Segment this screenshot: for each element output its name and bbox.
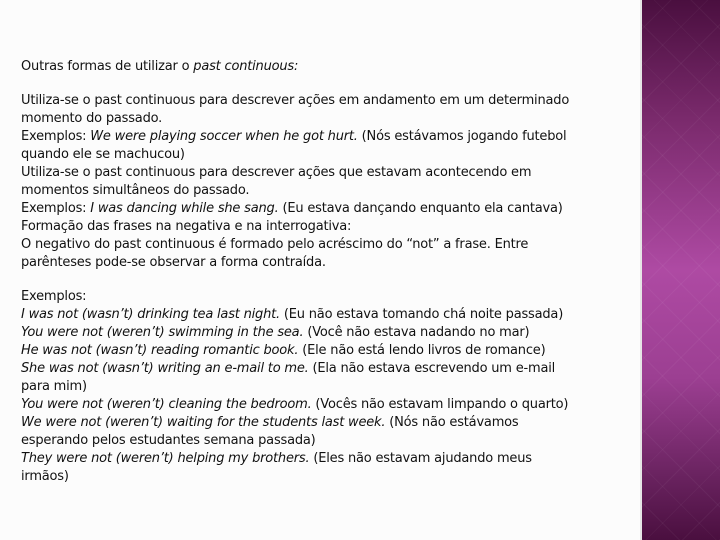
text-segment: (Eu não estava tomando chá noite passada) <box>279 307 564 322</box>
text-line <box>21 414 636 432</box>
explanation-block <box>21 92 636 272</box>
text-line <box>21 236 636 254</box>
english-example: We were not (weren’t) waiting for the students last week. <box>21 415 386 430</box>
text-line <box>21 450 636 468</box>
english-example: I was dancing while she sang. <box>90 201 279 216</box>
text-segment: (Eu estava dançando enquanto ela cantava) <box>278 201 563 216</box>
text-segment: Formação das frases na negativa e na interrogativa: <box>21 219 352 234</box>
english-example: I was not (wasn’t) drinking tea last night. <box>21 307 280 322</box>
text-line <box>21 254 636 272</box>
english-example: He was not (wasn’t) reading romantic book. <box>21 343 299 358</box>
text-line <box>21 396 636 414</box>
text-segment: Utiliza-se o past continuous para descrever ações que estavam acontecendo em <box>21 165 532 180</box>
text-segment: Exemplos: <box>21 201 91 216</box>
decorative-side-panel <box>642 0 720 540</box>
text-segment: para mim) <box>21 379 87 394</box>
text-segment: momento do passado. <box>21 111 163 126</box>
text-line <box>21 182 636 200</box>
examples-block <box>21 288 636 486</box>
text-line <box>21 468 636 486</box>
text-segment: momentos simultâneos do passado. <box>21 183 250 198</box>
text-segment: Exemplos: <box>21 129 91 144</box>
english-example: They were not (weren’t) helping my brothers. <box>21 451 310 466</box>
text-line <box>21 342 636 360</box>
slide-heading <box>21 58 636 76</box>
text-segment: (Eles não estavam ajudando meus <box>309 451 532 466</box>
heading-italic: past continuous: <box>193 59 299 74</box>
text-segment: quando ele se machucou) <box>21 147 185 162</box>
text-line <box>21 92 636 110</box>
text-line <box>21 360 636 378</box>
text-line <box>21 288 636 306</box>
text-segment: (Nós não estávamos <box>385 415 519 430</box>
text-segment: parênteses pode-se observar a forma contraída. <box>21 255 326 270</box>
text-line <box>21 378 636 396</box>
text-line <box>21 110 636 128</box>
text-segment: (Vocês não estavam limpando o quarto) <box>311 397 569 412</box>
english-example: You were not (weren’t) cleaning the bedroom. <box>21 397 312 412</box>
text-line <box>21 432 636 450</box>
text-line <box>21 324 636 342</box>
text-segment: Exemplos: <box>21 289 87 304</box>
text-segment: O negativo do past continuous é formado pelo acréscimo do “not” a frase. Entre <box>21 237 529 252</box>
slide-text <box>21 58 636 486</box>
text-segment: Utiliza-se o past continuous para descrever ações em andamento em um determinado <box>21 93 570 108</box>
text-segment: (Ela não estava escrevendo um e-mail <box>308 361 556 376</box>
text-line <box>21 146 636 164</box>
text-segment: (Você não estava nadando no mar) <box>303 325 530 340</box>
text-segment: irmãos) <box>21 469 69 484</box>
text-line <box>21 200 636 218</box>
text-line <box>21 164 636 182</box>
text-segment: (Nós estávamos jogando futebol <box>357 129 567 144</box>
text-line <box>21 128 636 146</box>
text-line <box>21 218 636 236</box>
text-segment: esperando pelos estudantes semana passada) <box>21 433 316 448</box>
english-example: She was not (wasn’t) writing an e-mail to me. <box>21 361 309 376</box>
heading-text: Outras formas de utilizar o <box>21 59 194 74</box>
text-line <box>21 306 636 324</box>
text-segment: (Ele não está lendo livros de romance) <box>298 343 546 358</box>
english-example: You were not (weren’t) swimming in the sea. <box>21 325 304 340</box>
english-example: We were playing soccer when he got hurt. <box>90 129 358 144</box>
